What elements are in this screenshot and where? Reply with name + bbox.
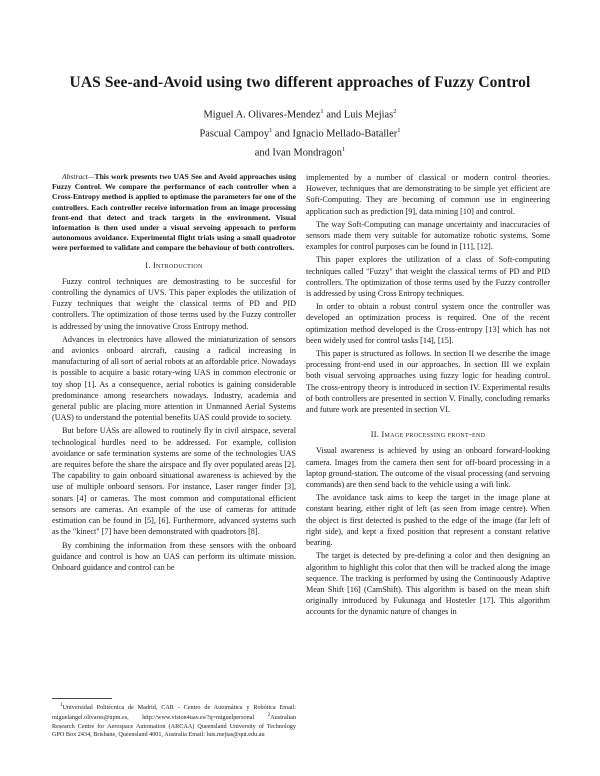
- abstract: [52, 172, 296, 254]
- author-mondragon: and Ivan Mondragon: [254, 147, 342, 159]
- paragraph: In order to obtain a robust control system once the controller was developed an optimization process is required. One of the recent optimization method developed is the Cross-entropy [13] which has not been widely used for control tasks [14], [15].: [306, 302, 550, 345]
- footnote-rule: [52, 698, 112, 699]
- affiliation-1: Universidad Politécnica de Madrid, CAR - Centro de Automática y Robótica Email: miguelangel.olivares@upm.es, http://www.vision4uav.es/?q=miguelpersonal: [52, 704, 296, 722]
- author-line-1: [100, 104, 500, 123]
- paragraph: The target is detected by pre-defining a color and then designing an algorithm to highlight this color that then will be tracked along the image sequence. The tracking is performed by using the Continuously Adaptive Mean Shift [16] (CamShift). This algorithm is based on the mean shift originally introduced by Fukunaga and Hostetler [17]. This algorithm accounts for the dynamic nature of changes in: [306, 551, 550, 617]
- author-campoy: Pascual Campoy: [199, 128, 270, 140]
- affiliation-mark: 1: [60, 703, 63, 708]
- paragraph: The way Soft-Computing can manage uncertainty and inaccuracies of sensors made them very suitable for automatize robotic systems. Some examples for control purposes can be found in [11], [12].: [306, 219, 550, 252]
- section-heading-introduction: [52, 260, 296, 271]
- paragraph: This paper explores the utilization of a class of Soft-computing techniques called "Fuzzy" that weight the classical terms of PD and PID controllers. The optimization of those terms used by the Fuzzy controller is addressed by using Cross Entropy techniques.: [306, 255, 550, 299]
- affiliation-mark: 1: [341, 146, 346, 154]
- section-number: I.: [145, 260, 151, 270]
- paragraph: Visual awareness is achieved by using an onboard forward-looking camera. Images from the camera then sent for off-board processing in a laptop ground-station. The outcome of the visual processing (and servoing commands) are then send back to the vehicle using a wifi link.: [306, 446, 550, 490]
- abstract-text: This work presents two UAS See and Avoid approaches using Fuzzy Control. We compare the performance of each controller when a Cross-Entropy method is applied to optimase the parameters for one of the controllers. Each controller receive information from an image processing front-end that detect and track targets in the environment. Visual information is then used under a visual servoing approach to perform autonomous avoidance. Experimental flight trials using a small quadrotor were performed to validate and compare the behaviour of both controllers.: [52, 172, 296, 253]
- author-mellado: and Ignacio Mellado-Bataller: [272, 128, 398, 140]
- section-title: Introduction: [153, 260, 203, 270]
- author-line-2: [100, 123, 500, 142]
- paragraph: implemented by a number of classical or modern control theories. However, techniques that are demonstrating to be simple yet efficient are Soft-Computing. They are becoming of common use in engineering application such as prediction [9], data mining [10] and control.: [306, 173, 550, 216]
- section-heading-image-processing: [306, 429, 550, 440]
- section-number: II.: [370, 430, 380, 440]
- affiliation-mark: 1: [397, 127, 401, 135]
- paper-title: UAS See-and-Avoid using two different approaches of Fuzzy Control: [69, 74, 531, 91]
- footnote: [52, 698, 296, 739]
- affiliation-mark: 1: [269, 127, 273, 135]
- left-column: [52, 172, 296, 575]
- author-block: [100, 104, 500, 161]
- affiliation-2: Australian Research Centre for Aerospace Automation (ARCAA) Queensland University of Technology GPO Box 2434, Brisbane, Queensland 4001, Australia Email: luis.mejias@qut.edu.au: [52, 714, 296, 738]
- right-column: [306, 172, 550, 620]
- author-line-3: [100, 142, 500, 161]
- paragraph: Advances in electronics have allowed the miniaturization of sensors and avionics onboard aircraft, causing a radical increasing in manufacturing of all sort of aerial robots at an affordable price. Nowadays is possible to acquire a basic rotary-wing UAS in common electronic or toy shop [1]. As a consequence, aerial robotics is gaining considerable predominance among researchers nowadays. Industry, academia and general public are placing more attention in Unmanned Aerial Systems (UAS) to understand the potential benefits UAS could provide to society.: [52, 334, 296, 423]
- paragraph: This paper is structured as follows. In section II we describe the image processing front-end used in our approaches. In section III we explain both visual servoing approaches using fuzzy logic for heading control. The cross-entropy theory is introduced in section IV. Experimental results of both controllers are presented in section V. Finally, concluding remarks and future work are presented in section VI.: [306, 349, 550, 415]
- paragraph: But before UASs are allowed to routinely fly in civil airspace, several technological hurdles need to be addressed. For example, collision avoidance or safe termination systems are some of the technologies UAS are requires before the share the airspace and fly over populated areas [2]. The capability to gain onboard situational awareness is achieved by the use of multiple onboard sensors. For instance, Laser ranger finder [3], sonars [4] or cameras. The most common and computational efficient sensors are cameras. An example of the use of cameras for attitude estimation can be found in [5], [6]. Furthermore, advanced systems such as the "kinect" [7] have been demonstrated with quadrotors [8].: [52, 426, 296, 537]
- paragraph: Fuzzy control techniques are demostrasting to be succesful for controlling the dynamics of UVS. This paper explodes the utilization of Fuzzy techniques that weight the classical terms of PD and PID controllers. The optimization of those terms used by the Fuzzy controller is addressed by using the innovative Cross Entropy method.: [52, 276, 296, 331]
- footnote-text: [52, 702, 296, 739]
- affiliation-mark: 2: [393, 108, 397, 115]
- author-olivares: Miguel A. Olivares-Mendez: [203, 109, 321, 121]
- affiliation-mark: 2: [267, 713, 271, 719]
- paragraph: By combining the information from these sensors with the onboard guidance and control is how an UAS can perform its ultimate mission. Onboard guidance and control can be: [52, 540, 296, 572]
- abstract-label: Abstract: [62, 172, 88, 181]
- abstract-dash: —: [87, 172, 95, 181]
- paragraph: The avoidance task aims to keep the target in the image plane at constant bearing, either right of left (as seen from image centre). When the object is first detected is pushed to the edge of the image (far left of right side), and kept a fixed position that represent a constant relative bearing.: [306, 493, 550, 548]
- author-mejias: and Luis Mejias: [323, 109, 394, 121]
- affiliation-mark: 1: [320, 108, 324, 115]
- section-title: Image processing front-end: [381, 430, 486, 440]
